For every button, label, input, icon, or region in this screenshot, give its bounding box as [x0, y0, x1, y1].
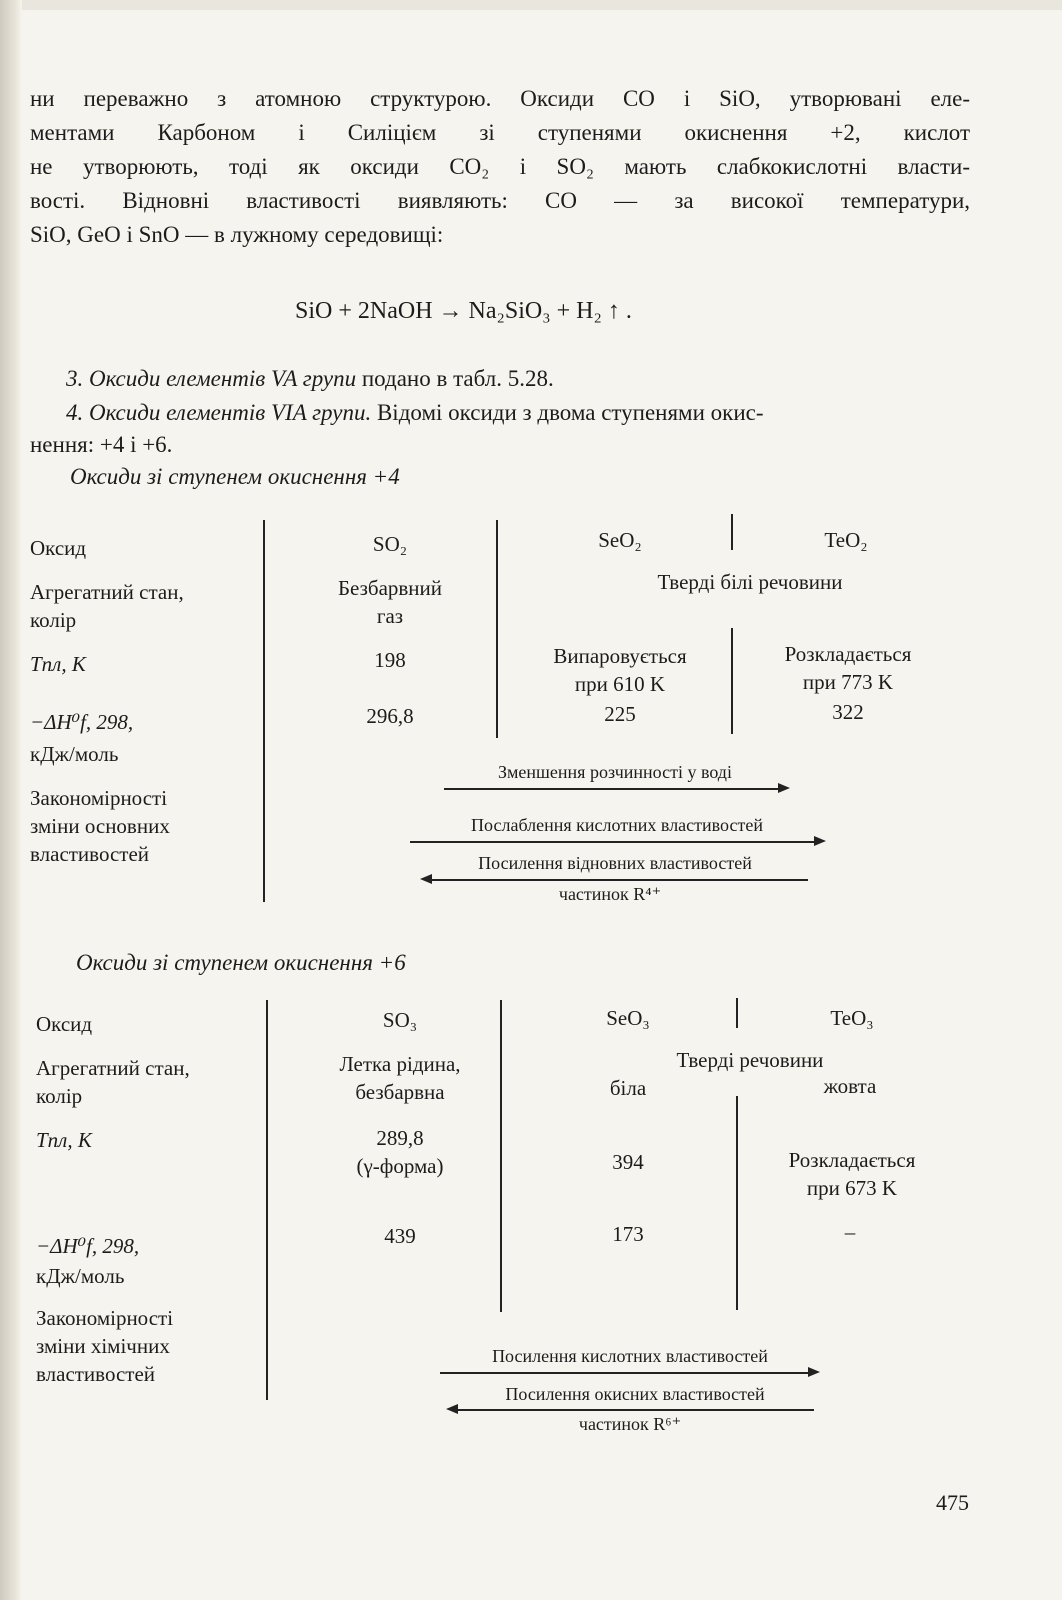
t2-so3-tm-form: (γ-форма) [356, 1154, 444, 1178]
table2-divider-3-bottom [736, 1096, 738, 1310]
t1-arrow-reduction-label: Посилення відновних властивостей [478, 853, 752, 873]
t1-so2-color: газ [376, 604, 404, 628]
intro-line: ни переважно з атомною структурою. Оксиди CO і SiO, утворювані еле- [30, 86, 970, 111]
section-3 [66, 366, 554, 392]
section-4-text: Відомі оксиди з двома ступенями окис- [371, 400, 764, 425]
t2-arrow-oxidation-line [458, 1409, 814, 1411]
table1-divider-1 [263, 520, 265, 902]
equation [295, 298, 632, 325]
t1-so2-state: Безбарвний [337, 576, 443, 600]
intro-line: SiO, GeO і SnO — в лужному середовищі: [30, 222, 444, 247]
t1-label-state: Агрегатний стан, [30, 580, 184, 604]
right-arrowhead-icon [808, 1367, 820, 1377]
table1-divider-2 [496, 520, 498, 738]
binding-shadow [0, 0, 22, 1600]
t2-so3-state: Летка рідина, [339, 1052, 461, 1076]
equation-right: Na₂SiO₃ + H₂ ↑ . [468, 298, 632, 324]
table2-divider-1 [266, 1000, 268, 1400]
table1-title: Оксиди зі ступенем окиснення +4 [70, 464, 400, 489]
t1-label-dh: −ΔH⁰f, 298, [30, 710, 134, 734]
t1-arrow-solubility-label: Зменшення розчинності у воді [498, 762, 732, 782]
t2-arrow-acid-label: Посилення кислотних властивостей [492, 1346, 768, 1366]
intro-line: не утворюють, тоді як оксиди CO₂ і SO₂ мають слабкокислотні власти- [30, 154, 970, 179]
t2-oxide-so3: SO₃ [382, 1008, 418, 1032]
t2-label-tm: Tпл, K [36, 1128, 92, 1152]
t2-label-dh-units: кДж/моль [36, 1264, 125, 1288]
section-4-label: 4. Оксиди елементів VIA групи. [66, 400, 372, 425]
t2-so3-color: безбарвна [355, 1080, 445, 1104]
table1-divider-3-top [731, 514, 733, 550]
t1-label-oxide: Оксид [30, 536, 87, 560]
t1-label-dh-units: кДж/моль [30, 742, 119, 766]
table1-divider-3-bottom [731, 628, 733, 734]
t2-label-color: колір [36, 1084, 83, 1108]
t1-teo2-tm-temp: при 773 K [802, 670, 894, 694]
t1-label-tm: Tпл, K [30, 652, 86, 676]
t1-label-trend: Закономірності [30, 786, 168, 810]
t1-oxide-seo2: SeO₂ [598, 528, 642, 552]
section-4 [66, 400, 764, 426]
t1-label-trend: зміни основних [30, 814, 170, 838]
t2-seo3-dh: 173 [612, 1222, 644, 1246]
t2-label-trend: Закономірності [36, 1306, 174, 1330]
t1-seo2-tm-temp: при 610 K [574, 672, 666, 696]
t2-label-state: Агрегатний стан, [36, 1056, 190, 1080]
section-3-label: 3. Оксиди елементів VA групи [66, 366, 357, 391]
t2-teo3-dh: – [844, 1220, 856, 1244]
t2-oxide-seo3: SeO₃ [606, 1006, 650, 1030]
t2-arrow-oxidation-label: Посилення окисних властивостей [505, 1384, 765, 1404]
t2-seo3-color: біла [609, 1076, 647, 1100]
intro-paragraph [30, 82, 970, 252]
t1-teo2-tm: Розкладається [784, 642, 912, 666]
t1-teo2-dh: 322 [832, 700, 864, 724]
equation-arrow: → [438, 298, 463, 324]
t1-arrow-acid-label: Послаблення кислотних властивостей [471, 815, 763, 835]
t1-oxide-so2: SO₂ [372, 532, 408, 556]
t1-so2-dh: 296,8 [366, 704, 414, 728]
t1-arrow-acid-line [410, 841, 816, 843]
t1-arrow-solubility-line [444, 788, 780, 790]
t1-oxide-teo2: TeO₂ [824, 528, 868, 552]
t2-teo3-color: жовта [823, 1074, 877, 1098]
t2-teo3-tm-temp: при 673 K [806, 1176, 898, 1200]
t1-label-trend: властивостей [30, 842, 150, 866]
t1-arrow-reduction-particles: частинок R⁴⁺ [558, 884, 662, 904]
page-top-edge [0, 0, 1062, 10]
t2-so3-dh: 439 [384, 1224, 416, 1248]
t1-seo2-dh: 225 [604, 702, 636, 726]
table2-divider-2 [500, 1000, 502, 1312]
table2-divider-3-top [736, 998, 738, 1028]
t1-seo2-tm: Випаровується [553, 644, 687, 668]
section-3-text: подано в табл. 5.28. [356, 366, 554, 391]
t2-label-trend: властивостей [36, 1362, 156, 1386]
t2-arrow-oxidation-particles: частинок R⁶⁺ [578, 1414, 682, 1434]
t2-label-oxide: Оксид [36, 1012, 93, 1036]
t2-so3-tm: 289,8 [376, 1126, 424, 1150]
t2-se-te-state: Тверді речовини [676, 1048, 824, 1072]
page-number: 475 [936, 1490, 969, 1515]
intro-line: ментами Карбоном і Силіцієм зі ступенями окиснення +2, кислот [30, 120, 970, 145]
t1-label-color: колір [30, 608, 77, 632]
left-arrowhead-icon [420, 874, 432, 884]
t2-arrow-acid-line [440, 1372, 810, 1374]
t2-label-trend: зміни хімічних [36, 1334, 170, 1358]
left-arrowhead-icon [446, 1404, 458, 1414]
t1-arrow-reduction-line [432, 879, 808, 881]
t2-oxide-teo3: TeO₃ [830, 1006, 874, 1030]
intro-line: вості. Відновні властивості виявляють: CO — за високої температури, [30, 188, 970, 213]
t2-teo3-tm: Розкладається [788, 1148, 916, 1172]
t2-label-dh: −ΔH⁰f, 298, [36, 1234, 140, 1258]
t1-se-te-state: Тверді білі речовини [657, 570, 843, 594]
right-arrowhead-icon [778, 783, 790, 793]
right-arrowhead-icon [814, 836, 826, 846]
table2-title: Оксиди зі ступенем окиснення +6 [76, 950, 406, 975]
t2-seo3-tm: 394 [612, 1150, 644, 1174]
section-4-continuation: нення: +4 і +6. [30, 432, 173, 457]
t1-so2-tm: 198 [374, 648, 406, 672]
equation-left: SiO + 2NaOH [295, 298, 433, 324]
